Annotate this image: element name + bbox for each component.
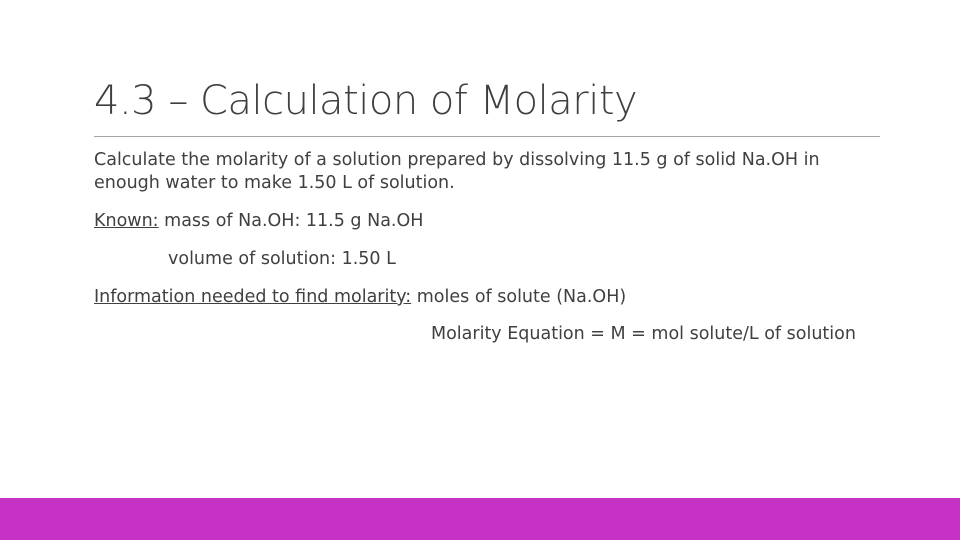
accent-bar: [0, 498, 960, 540]
title-divider: [94, 136, 880, 137]
known-mass-text: mass of Na.OH: 11.5 g Na.OH: [158, 211, 424, 231]
problem-statement: Calculate the molarity of a solution prepared by dissolving 11.5 g of solid Na.OH in enough water to make 1.50 L of solution.: [94, 150, 820, 193]
molarity-equation: Molarity Equation = M = mol solute/L of solution: [431, 324, 856, 344]
information-needed-line: [94, 286, 626, 309]
known-label: Known:: [94, 211, 159, 231]
known-volume-text: volume of solution: 1.50 L: [168, 249, 396, 269]
known-line: [94, 210, 423, 233]
slide-title: 4.3 – Calculation of Molarity: [94, 78, 638, 124]
information-needed-text: moles of solute (Na.OH): [411, 287, 627, 307]
information-needed-label: Information needed to find molarity:: [94, 287, 412, 307]
